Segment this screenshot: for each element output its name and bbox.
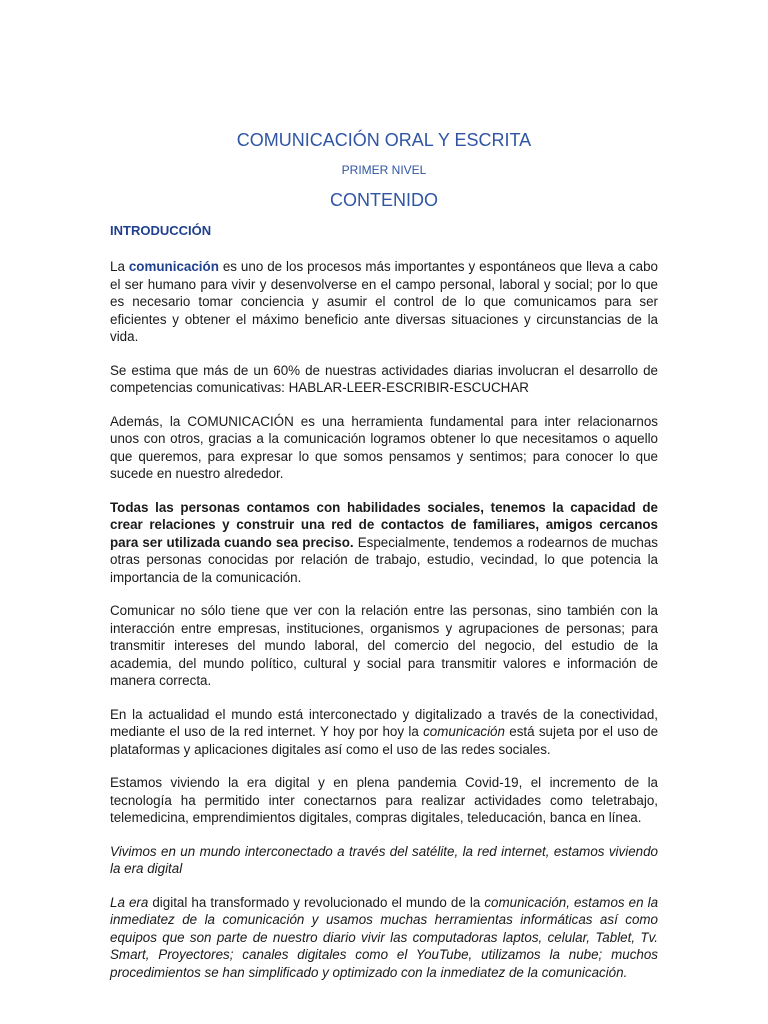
- paragraph-8: Vivimos en un mundo interconectado a través del satélite, la red internet, estamos viviendo la era digital: [110, 843, 658, 876]
- paragraph-7: Estamos viviendo la era digital y en plena pandemia Covid-19, el incremento de la tecnología ha permitido inter conectarnos para realizar actividades como teletrabajo, telemedicina, emprendimientos digitales, compras digitales, teleducación, banca en línea.: [110, 775, 658, 825]
- document-level: PRIMER NIVEL: [341, 163, 427, 177]
- paragraph-6: [110, 706, 658, 759]
- paragraph-1-text: es uno de los procesos más importantes y espontáneos que lleva a cabo el ser humano para vivir y desenvolverse en el campo personal, laboral y social; por lo que es necesario tomar conciencia y asumir el control de lo que comunicamos para ser eficientes y obtener el máximo beneficio ante diversas situaciones y circunstancias de la vida.: [110, 259, 658, 344]
- paragraph-6-italic: comunicación: [423, 724, 505, 739]
- paragraph-9-italic-text: comunicación, estamos en la inmediatez de la comunicación y usamos muchas herramientas informáticas así como equipos que son parte de nuestro diario vivir las computadoras laptos, celular, Tablet, Tv. Smart, Proyectores; canales digitales como el YouTube, utilizamos la nube; muchos procedimientos se han simplificado y optimizado con la inmediatez de la comunicación.: [110, 894, 659, 980]
- paragraph-9-italic-lead: La era: [110, 894, 149, 910]
- paragraph-3: Además, la COMUNICACIÓN es una herramienta fundamental para inter relacionarnos unos con otros, gracias a la comunicación logramos obtener lo que necesitamos o aquello que queremos, para expresar lo que somos pensamos y sentimos; para conocer lo que sucede en nuestro alrededor.: [110, 413, 658, 481]
- paragraph-1: [110, 258, 658, 346]
- section-heading: CONTENIDO: [330, 190, 438, 210]
- document-body: [110, 258, 658, 997]
- paragraph-4-bold: Todas las personas contamos con habilidades sociales, tenemos la capacidad de crear relaciones y construir una red de contactos de familiares, amigos cercanos para ser utilizada cuando sea preciso.: [110, 499, 658, 550]
- paragraph-1-lead: La: [110, 259, 129, 274]
- paragraph-9-text: digital ha transformado y revolucionado el mundo de la: [148, 894, 485, 910]
- paragraph-2: Se estima que más de un 60% de nuestras actividades diarias involucran el desarrollo de competencias comunicativas: HABLAR-LEER-ESCRIBIR-ESCUCHAR: [110, 362, 658, 395]
- document-title: COMUNICACIÓN ORAL Y ESCRITA: [236, 130, 532, 150]
- paragraph-9: [110, 894, 658, 982]
- paragraph-4-text: Especialmente, tendemos a rodearnos de muchas otras personas conocidas por relación de trabajo, estudio, vecindad, lo que potencia la importancia de la comunicación.: [110, 534, 658, 585]
- paragraph-6-lead: En la actualidad el mundo está interconectado y digitalizado a través de la conectividad, mediante el uso de la red internet. Y hoy por hoy la: [110, 706, 658, 739]
- paragraph-4: [110, 499, 658, 587]
- keyword-comunicacion: comunicación: [128, 259, 219, 274]
- intro-heading: INTRODUCCIÓN: [110, 223, 212, 238]
- paragraph-6-text: está sujeta por el uso de plataformas y aplicaciones digitales así como el uso de las redes sociales.: [110, 724, 659, 757]
- paragraph-5: Comunicar no sólo tiene que ver con la relación entre las personas, sino también con la interacción entre empresas, instituciones, organismos y agrupaciones de personas; para transmitir intereses del mundo laboral, del comercio del negocio, del estudio de la academia, del mundo político, cultural y social para transmitir valores e información de manera correcta.: [110, 603, 658, 688]
